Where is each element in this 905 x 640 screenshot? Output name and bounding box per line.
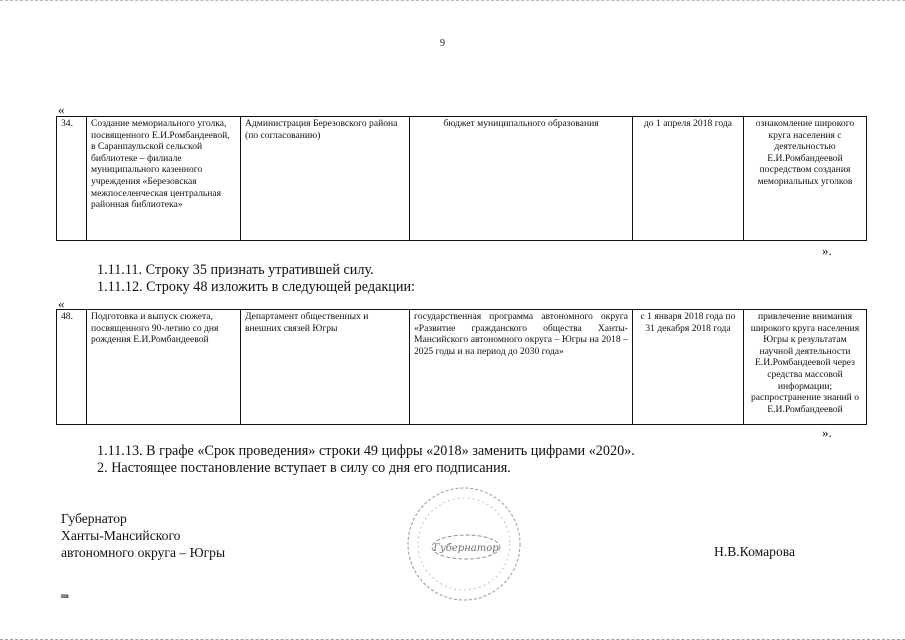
event-name-cell: Подготовка и выпуск сюжета, посвященного 90-летию со дня рождения Е.И.Ромбандеевой — [87, 310, 241, 425]
scan-edge-bottom — [0, 636, 905, 640]
closing-quote-mark: ». — [822, 425, 832, 440]
paragraph-1-11-12: 1.11.12. Строку 48 изложить в следующей редакции: — [97, 279, 415, 295]
signer-position-line-1: Губернатор — [61, 511, 127, 526]
result-cell: привлечение внимания широкого круга населения Югры к результатам научной деятельности Е.И.Ромбандеевой через средства массовой информации; распространение знаний о Е.И.Ромбандеевой — [744, 310, 867, 425]
paragraph-2: 2. Настоящее постановление вступает в силу со дня его подписания. — [97, 460, 511, 476]
table-row — [57, 117, 867, 241]
event-name-cell: Создание мемориального уголка, посвященного Е.И.Ромбандеевой, в Саранпаульской сельской библиотеке – филиале муниципального казенного учреждения «Березовская межпоселенческая центральная районная библиотека» — [87, 117, 241, 241]
table-row — [57, 310, 867, 425]
closing-quote-mark: ». — [822, 243, 832, 258]
table-row-34 — [56, 116, 867, 241]
signer-position-line-2: Ханты-Мансийского — [61, 528, 181, 543]
term-cell: с 1 января 2018 года по 31 декабря 2018 года — [633, 310, 744, 425]
paragraph-1-11-11: 1.11.11. Строку 35 признать утратившей силу. — [97, 262, 374, 278]
financing-cell: бюджет муниципального образования — [410, 117, 633, 241]
table-row-48 — [56, 309, 867, 425]
page-number: 9 — [440, 38, 445, 49]
executor-cell: Департамент общественных и внешних связей Югры — [241, 310, 410, 425]
signature-block — [61, 510, 225, 561]
operator-initials: пв — [61, 592, 69, 600]
term-cell: до 1 апреля 2018 года — [633, 117, 744, 241]
stamp-text: Губернатор — [433, 543, 499, 554]
signer-name: Н.В.Комарова — [714, 544, 796, 559]
row-number-cell: 48. — [57, 310, 87, 425]
opening-quote-mark: « — [58, 296, 65, 311]
opening-quote-mark: « — [58, 102, 65, 117]
signer-position-line-3: автономного округа – Югры — [61, 545, 226, 560]
financing-cell: государственная программа автономного округа «Развитие гражданского общества Ханты-Мансийского автономного округа – Югры на 2018 – 2025 годы и на период до 2030 года» — [410, 310, 633, 425]
paragraph-1-11-13: 1.11.13. В графе «Срок проведения» строки 49 цифры «2018» заменить цифрами «2020». — [97, 443, 635, 459]
scan-edge-top — [0, 0, 905, 5]
executor-cell: Администрация Березовского района (по согласованию) — [241, 117, 410, 241]
row-number-cell: 34. — [57, 117, 87, 241]
official-seal-stamp — [404, 484, 524, 604]
result-cell: ознакомление широкого круга населения с деятельностью Е.И.Ромбандеевой посредством создания мемориальных уголков — [744, 117, 867, 241]
